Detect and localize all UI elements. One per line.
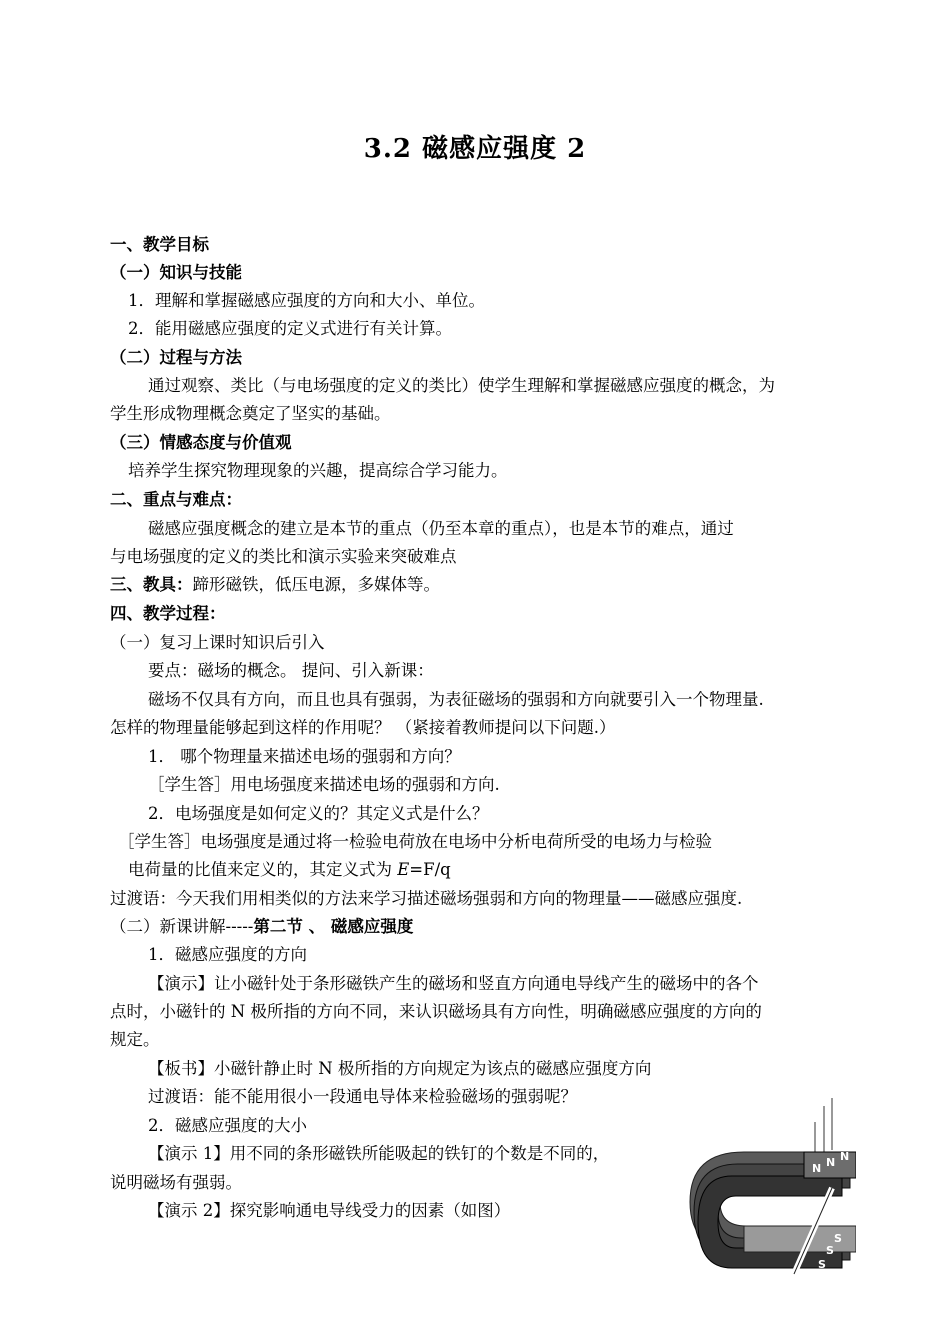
horseshoe-magnets-illustration <box>684 1092 856 1282</box>
text-line: 1． 哪个物理量来描述电场的强弱和方向？ <box>148 747 461 766</box>
text-line: 点时，小磁针的 N 极所指的方向不同，来认识磁场具有方向性，明确磁感应强度的方向的 <box>110 1002 762 1021</box>
subheading-process: （二）过程与方法 <box>110 348 242 367</box>
section-heading-tools: 三、教具： <box>110 575 193 594</box>
text-line: 磁场不仅具有方向，而且也具有强弱，为表征磁场的强弱和方向就要引入一个物理量. <box>148 690 764 709</box>
text-line: 1．磁感应强度的方向 <box>148 945 307 964</box>
text-line: 培养学生探究物理现象的兴趣，提高综合学习能力。 <box>128 461 508 480</box>
pole-label: S <box>834 1232 842 1245</box>
pole-label: N <box>826 1156 836 1169</box>
text-line: 通过观察、类比（与电场强度的定义的类比）使学生理解和掌握磁感应强度的概念，为 <box>148 376 775 395</box>
text-line: 2．磁感应强度的大小 <box>148 1116 307 1135</box>
text-line: 与电场强度的定义的类比和演示实验来突破难点 <box>110 547 457 566</box>
formula-lead: 电荷量的比值来定义的，其定义式为 <box>128 860 398 879</box>
text-line: 说明磁场有强弱。 <box>110 1173 242 1192</box>
pole-label: N <box>812 1162 822 1175</box>
section-heading-process: 四、教学过程： <box>110 604 226 623</box>
text-line: 学生形成物理概念奠定了坚实的基础。 <box>110 404 391 423</box>
text-line: 怎样的物理量能够起到这样的作用呢？ （紧接着教师提问以下问题.） <box>110 718 616 737</box>
text-line: 2．电场强度是如何定义的？其定义式是什么？ <box>148 804 489 823</box>
subheading-knowledge: （一）知识与技能 <box>110 263 242 282</box>
text-line: 规定。 <box>110 1030 160 1049</box>
page-title: 3.2 磁感应强度 2 <box>363 134 587 164</box>
text-line: ［学生答］电场强度是通过将一检验电荷放在电场中分析电荷所受的电场力与检验 <box>118 832 712 851</box>
text-line: 2．能用磁感应强度的定义式进行有关计算。 <box>128 319 452 338</box>
tools-text: 蹄形磁铁，低压电源，多媒体等。 <box>192 575 440 594</box>
horseshoe-magnets-figure <box>684 1092 856 1282</box>
section-heading-goals: 一、教学目标 <box>110 235 209 254</box>
text-line: 【演示 2】探究影响通电导线受力的因素（如图） <box>148 1201 511 1220</box>
subheading-attitude: （三）情感态度与价值观 <box>110 433 292 452</box>
text-line: 过渡语：能不能用很小一段通电导体来检验磁场的强弱呢？ <box>148 1087 577 1106</box>
text-line: 磁感应强度概念的建立是本节的重点（仍至本章的重点），也是本节的难点，通过 <box>148 519 734 538</box>
new-lesson-heading: 第二节 、 磁感应强度 <box>253 917 414 936</box>
text-line-section <box>110 916 413 938</box>
text-line: 【演示 1】用不同的条形磁铁所能吸起的铁钉的个数是不同的， <box>148 1144 610 1163</box>
text-line: 过渡语：今天我们用相类似的方法来学习描述磁场强弱和方向的物理量——磁感应强度. <box>110 889 743 908</box>
pole-label: S <box>826 1244 834 1257</box>
text-line-formula <box>128 859 451 881</box>
pole-label: S <box>818 1258 826 1271</box>
text-line-tools <box>110 574 440 596</box>
text-line: 【板书】小磁针静止时 N 极所指的方向规定为该点的磁感应强度方向 <box>148 1059 652 1078</box>
text-line: 1．理解和掌握磁感应强度的方向和大小、单位。 <box>128 291 485 310</box>
text-line: ［学生答］用电场强度来描述电场的强弱和方向. <box>148 775 500 794</box>
formula-symbol-e: E <box>397 860 410 879</box>
text-line: （一）复习上课时知识后引入 <box>110 633 325 652</box>
formula-rest: =F/q <box>409 860 451 879</box>
new-lesson-label: （二）新课讲解----- <box>110 917 254 936</box>
text-line: 【演示】让小磁针处于条形磁铁产生的磁场和竖直方向通电导线产生的磁场中的各个 <box>148 974 759 993</box>
pole-label: N <box>840 1150 850 1163</box>
text-line: 要点：磁场的概念。 提问、引入新课： <box>148 661 434 680</box>
section-heading-keypoints: 二、重点与难点： <box>110 490 242 509</box>
